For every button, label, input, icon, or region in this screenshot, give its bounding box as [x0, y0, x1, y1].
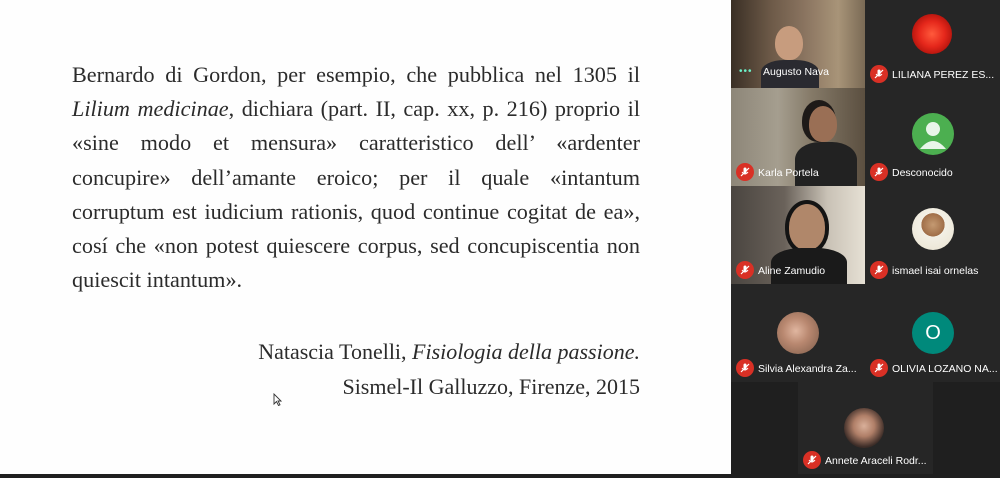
avatar [777, 312, 819, 354]
participant-name: OLIVIA LOZANO NA... [892, 363, 998, 375]
participant-tile-karla-portela[interactable] [731, 88, 865, 186]
participant-tile-silvia[interactable] [731, 284, 865, 382]
avatar [844, 408, 884, 448]
citation-publisher: Sismel-Il Galluzzo, Firenze, 2015 [342, 374, 640, 399]
mic-muted-icon [736, 261, 754, 279]
mic-muted-icon [870, 163, 888, 181]
participant-name: ismael isai ornelas [892, 265, 979, 277]
participant-shoulders [795, 142, 857, 186]
participant-name: Aline Zamudio [758, 265, 826, 277]
citation-book: Fisiologia della passione. [412, 339, 640, 364]
participant-head [775, 26, 803, 60]
bottom-divider [0, 474, 1000, 478]
quote-part-1: Bernardo di Gordon, per esempio, che pubblica nel 1305 il [72, 62, 640, 87]
default-person-icon [912, 113, 954, 155]
participant-name: Augusto Nava [763, 66, 829, 78]
citation [258, 334, 640, 404]
participant-tile-annete[interactable] [798, 382, 933, 474]
participant-name: Silvia Alexandra Za... [758, 363, 857, 375]
quote-part-2: , dichiara (part. II, cap. xx, p. 216) proprio il «sine modo et mensura» caratteristico dell’ «ardenter concupire» dell’amante eroico; per il quale «intantum corruptum est iudicium rationis, quod continue cogitat de ea», cosí che «non potest quiescere corpus, sed concupiscentia non quiescit intantum». [72, 96, 640, 293]
participant-name: Karla Portela [758, 167, 819, 179]
participant-head [809, 106, 837, 142]
participant-tile-ismael[interactable] [865, 186, 1000, 284]
avatar [912, 208, 954, 250]
participant-name: Annete Araceli Rodr... [825, 455, 927, 467]
participant-gallery [731, 0, 1000, 474]
participant-tile-augusto-nava[interactable] [731, 0, 865, 88]
mic-muted-icon [870, 261, 888, 279]
quote-text [72, 58, 640, 297]
mic-muted-icon [736, 163, 754, 181]
avatar-letter: O [925, 322, 941, 344]
participant-tile-olivia[interactable] [865, 284, 1000, 382]
participant-head [789, 204, 825, 250]
mic-muted-icon [870, 65, 888, 83]
participant-tile-aline-zamudio[interactable] [731, 186, 865, 284]
avatar [912, 14, 952, 54]
mic-muted-icon [736, 359, 754, 377]
citation-author: Natascia Tonelli, [258, 339, 413, 364]
participant-tile-liliana[interactable] [865, 0, 1000, 88]
speaking-indicator-icon: ••• [739, 66, 753, 77]
avatar [912, 312, 954, 354]
mouse-cursor-icon [273, 393, 282, 406]
participant-tile-desconocido[interactable] [865, 88, 1000, 186]
mic-muted-icon [870, 359, 888, 377]
citation-line-1 [258, 334, 640, 369]
mic-muted-icon [803, 451, 821, 469]
participant-name: Desconocido [892, 167, 953, 179]
quote-book-title: Lilium medicinae [72, 96, 229, 122]
participant-name: LILIANA PEREZ ES... [892, 69, 995, 81]
